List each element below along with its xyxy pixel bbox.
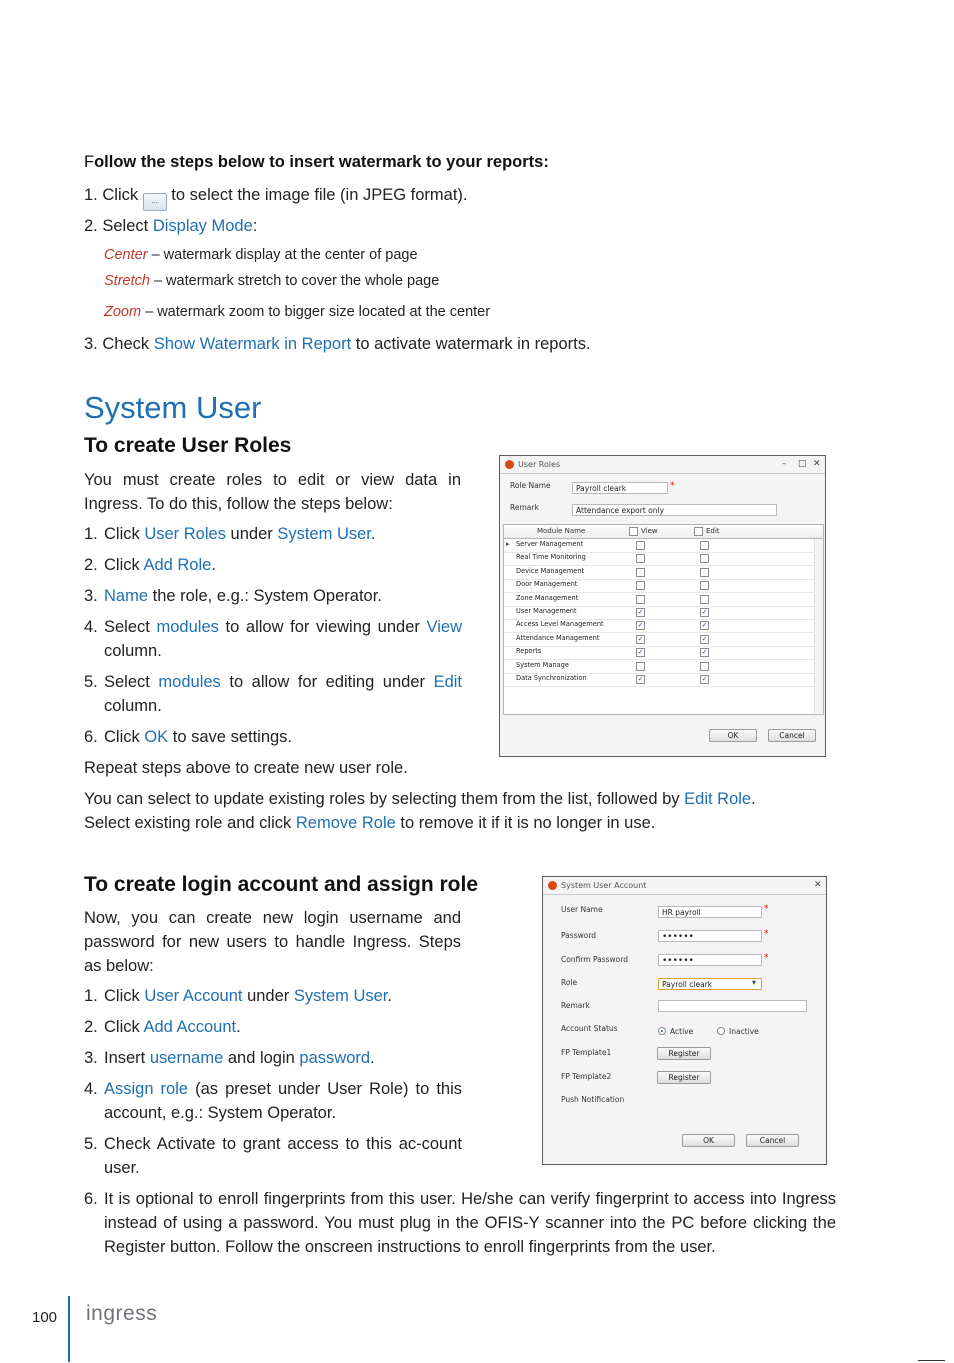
edit-checkbox[interactable]: ✓ (701, 608, 708, 616)
module-name: Zone Management (516, 593, 579, 602)
watermark-step-2: 2. Select Display Mode: (84, 217, 258, 235)
login-step-1: 1. Click User Account under System User. (84, 987, 392, 1005)
required-mark: * (764, 929, 769, 939)
dialog-title: System User Account (561, 881, 647, 890)
view-checkbox[interactable] (636, 568, 645, 577)
view-checkbox[interactable] (636, 541, 645, 550)
page-number: 100 (32, 1309, 58, 1326)
view-checkbox[interactable]: ✓ (637, 648, 644, 657)
edit-all-checkbox[interactable] (694, 527, 703, 536)
inactive-radio[interactable] (717, 1027, 725, 1035)
role-name-input[interactable]: Payroll cleark (572, 482, 668, 494)
module-name: Reports (516, 647, 542, 656)
system-user-account-dialog (542, 876, 827, 1165)
grid-scrollbar[interactable] (814, 539, 823, 713)
register-fp1-button[interactable]: Register (657, 1047, 711, 1060)
role-select[interactable]: Payroll cleark (658, 978, 762, 990)
intro-heading (84, 153, 549, 172)
view-checkbox[interactable] (636, 662, 645, 671)
login-step-3: 3. Insert username and login password. (84, 1049, 375, 1067)
roles-step-2: 2. Click Add Role. (84, 556, 216, 574)
mode-center: Center – watermark display at the center of page (104, 247, 418, 263)
fp-template1-label: FP Template1 (561, 1048, 612, 1057)
login-step-5: 5. Check Activate to grant access to this ac-count user. (84, 1135, 462, 1177)
roles-update-note: You can select to update existing roles by selecting them from the list, followed by Edit Role. Select existing role and click Remove Role to remove it if it is no longer in use. (84, 790, 756, 832)
roles-step-3: 3. Name the role, e.g.: System Operator. (84, 587, 382, 605)
password-label: Password (561, 931, 597, 940)
module-name: System Manage (516, 660, 569, 669)
user-roles-titlebar (500, 456, 825, 474)
module-row[interactable] (504, 579, 817, 593)
view-all-checkbox[interactable] (629, 527, 638, 536)
module-row[interactable] (504, 673, 817, 687)
active-label: Active (670, 1027, 694, 1036)
view-checkbox[interactable]: ✓ (637, 608, 644, 616)
brand-logo: ingress (86, 1302, 158, 1325)
module-row[interactable] (504, 552, 817, 566)
close-icon[interactable]: ✕ (813, 459, 821, 469)
module-name: User Management (516, 607, 577, 615)
minimize-icon[interactable]: – (782, 459, 787, 469)
roles-intro: You must create roles to edit or view data in Ingress. To do this, follow the steps below: (84, 471, 461, 513)
view-checkbox[interactable] (636, 554, 645, 563)
remark-label: Remark (510, 503, 539, 512)
roles-step-6: 6. Click OK to save settings. (84, 728, 293, 746)
app-icon (505, 460, 514, 469)
module-row[interactable] (504, 539, 817, 553)
mode-stretch: Stretch – watermark stretch to cover the whole page (104, 273, 440, 289)
corner-rule (918, 1360, 945, 1361)
display-mode-link: Display Mode (152, 217, 253, 235)
intro-first-letter: F (84, 153, 95, 171)
edit-checkbox[interactable] (700, 595, 709, 604)
module-name: Data Synchronization (516, 674, 587, 682)
browse-button-icon: ... (143, 193, 167, 211)
edit-checkbox[interactable] (700, 662, 709, 671)
show-watermark-link: Show Watermark in Report (153, 335, 352, 353)
edit-checkbox[interactable]: ✓ (701, 675, 708, 683)
role-label: Role (561, 978, 578, 987)
edit-checkbox[interactable]: ✓ (701, 648, 708, 657)
module-name: Server Management (516, 540, 584, 548)
roles-step-5: 5. Select modules to allow for editing under Edit column. (84, 673, 463, 715)
login-step-2: 2. Click Add Account. (84, 1018, 241, 1036)
roles-step-4: 4. Select modules to allow for viewing under View column. (84, 618, 462, 660)
module-row[interactable] (504, 606, 817, 620)
login-step-4: 4. Assign role (as preset under User Role) to this account, e.g.: System Operator. (84, 1080, 462, 1122)
required-mark: * (764, 953, 769, 963)
view-checkbox[interactable]: ✓ (637, 675, 644, 683)
ok-button[interactable]: OK (682, 1134, 735, 1147)
col-module-name: Module Name (537, 527, 586, 535)
view-checkbox[interactable]: ✓ (637, 621, 644, 630)
inactive-label: Inactive (729, 1027, 759, 1036)
login-step-6: 6. It is optional to enroll fingerprints from this user. He/she can verify fingerprint to access into Ingress instead of using a password. You must plug in the OFIS-Y scanner into the PC before clicking the Register button. Follow the onscreen instructions to enroll fingerprints from the user. (84, 1190, 836, 1256)
footer-divider (68, 1296, 70, 1362)
view-checkbox[interactable] (636, 581, 645, 590)
module-row[interactable] (504, 660, 817, 674)
remark-label: Remark (561, 1001, 590, 1010)
mode-zoom: Zoom – watermark zoom to bigger size located at the center (104, 304, 491, 320)
edit-checkbox[interactable] (700, 541, 709, 550)
required-mark: * (670, 481, 675, 491)
dialog-title: User Roles (518, 460, 561, 469)
account-status-label: Account Status (561, 1024, 618, 1033)
ok-button[interactable]: OK (709, 729, 757, 742)
remark-input[interactable] (658, 1000, 807, 1012)
login-intro: Now, you can create new login username and password for new users to handle Ingress. Steps as below: (84, 909, 461, 975)
login-heading: To create login account and assign role (84, 873, 479, 896)
fp-template2-label: FP Template2 (561, 1072, 612, 1081)
intro-rest: ollow the steps below to insert watermark to your reports: (94, 153, 549, 171)
remark-input[interactable]: Attendance export only (572, 504, 777, 516)
role-name-label: Role Name (510, 481, 551, 490)
roles-heading: To create User Roles (84, 434, 292, 457)
section-title: System User (84, 390, 262, 425)
edit-checkbox[interactable] (700, 568, 709, 577)
module-name: Door Management (516, 580, 578, 589)
confirm-password-label: Confirm Password (561, 955, 628, 964)
close-icon[interactable]: ✕ (814, 880, 822, 890)
modules-grid (503, 524, 824, 715)
module-name: Attendance Management (516, 633, 600, 642)
module-row[interactable] (504, 593, 817, 607)
module-row[interactable] (504, 566, 817, 580)
chevron-down-icon[interactable]: ▾ (752, 978, 757, 987)
account-titlebar (543, 877, 826, 895)
maximize-icon[interactable]: □ (798, 459, 807, 469)
row-pointer-icon: ▸ (506, 540, 510, 548)
watermark-step-1: 1. Click ... to select the image file (in JPEG format). (84, 183, 468, 211)
col-edit: Edit (706, 527, 720, 535)
active-radio[interactable] (658, 1027, 666, 1035)
user-roles-dialog (499, 455, 826, 757)
module-name: Access Level Management (516, 620, 604, 629)
watermark-step-3: 3. Check Show Watermark in Report to activate watermark in reports. (84, 335, 591, 353)
edit-checkbox[interactable]: ✓ (701, 634, 708, 643)
view-checkbox[interactable] (636, 595, 645, 604)
module-name: Real Time Monitoring (516, 553, 586, 562)
register-fp2-button[interactable]: Register (657, 1071, 711, 1084)
module-row[interactable] (504, 646, 817, 660)
cancel-button[interactable]: Cancel (746, 1134, 799, 1147)
user-name-label: User Name (561, 905, 603, 914)
push-notification-label: Push Notification (561, 1095, 625, 1104)
cancel-button[interactable]: Cancel (768, 729, 816, 742)
password-input[interactable]: •••••• (658, 930, 762, 942)
edit-checkbox[interactable] (700, 581, 709, 590)
grid-header (504, 525, 823, 539)
view-checkbox[interactable]: ✓ (637, 634, 644, 643)
col-view: View (641, 527, 658, 535)
module-row[interactable] (504, 633, 817, 647)
roles-repeat: Repeat steps above to create new user role. (84, 759, 408, 777)
roles-step-1: 1. Click User Roles under System User. (84, 525, 376, 543)
user-name-input[interactable]: HR payroll (658, 906, 762, 918)
module-row[interactable] (504, 619, 817, 633)
app-icon (548, 881, 557, 890)
confirm-password-input[interactable]: •••••• (658, 954, 762, 966)
edit-checkbox[interactable]: ✓ (701, 621, 708, 630)
edit-checkbox[interactable] (700, 554, 709, 563)
required-mark: * (764, 904, 769, 914)
module-name: Device Management (516, 566, 585, 575)
